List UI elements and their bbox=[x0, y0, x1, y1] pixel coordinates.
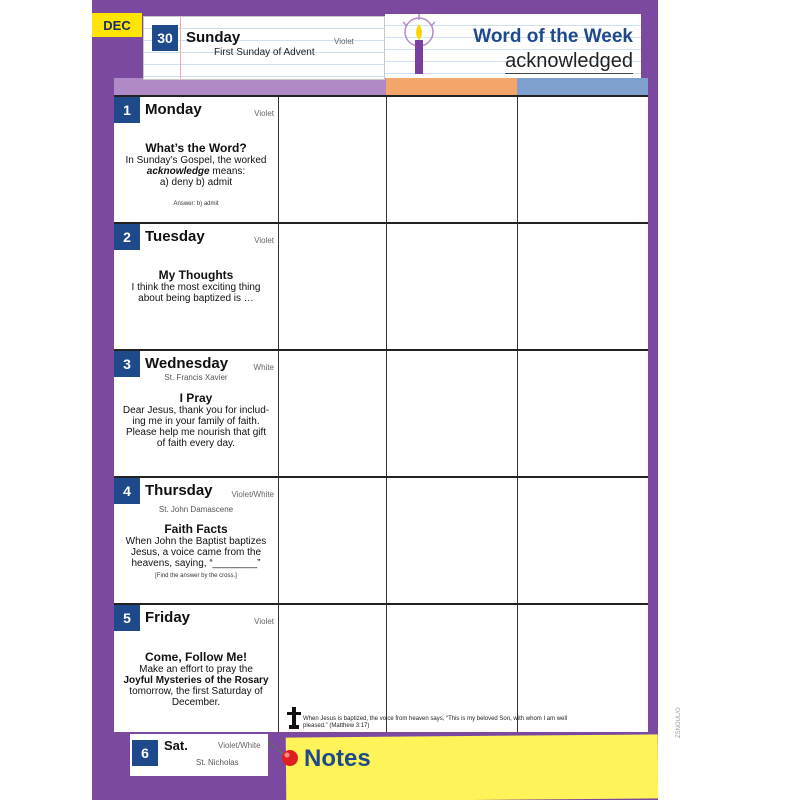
margin-line bbox=[180, 17, 181, 79]
feature bbox=[114, 391, 278, 449]
day-cell-friday bbox=[114, 605, 278, 732]
sunday-date: 30 bbox=[152, 25, 178, 51]
word-of-week-title: Word of the Week bbox=[473, 26, 633, 47]
feature-line: Please help me nourish that gift bbox=[125, 427, 267, 438]
feature-line: December. bbox=[171, 697, 221, 708]
feature-title: Come, Follow Me! bbox=[145, 650, 247, 664]
day-cell-monday bbox=[114, 97, 278, 224]
strip-blue bbox=[517, 78, 648, 96]
feature-line: I think the most exciting thing bbox=[131, 282, 261, 293]
feature-line: heavens, saying, “________” bbox=[131, 558, 261, 569]
feature-title: Faith Facts bbox=[164, 522, 228, 536]
feature-line: When John the Baptist baptizes bbox=[125, 536, 267, 547]
feature-line: a) deny b) admit bbox=[159, 177, 233, 188]
day-cell-tuesday bbox=[114, 224, 278, 351]
word-of-week-card bbox=[385, 14, 641, 78]
day-number: 4 bbox=[114, 478, 140, 504]
day-number: 2 bbox=[114, 224, 140, 250]
cross-note-text: When Jesus is baptized, the voice from heaven says, “This is my beloved Son, with whom I am well pleased.” (Matthew 3:17) bbox=[303, 716, 568, 729]
feature-line: of faith every day. bbox=[156, 438, 236, 449]
saturday-saint: St. Nicholas bbox=[196, 758, 239, 767]
sunday-note: First Sunday of Advent bbox=[214, 47, 315, 58]
day-name: Monday bbox=[145, 101, 202, 118]
day-number: 1 bbox=[114, 97, 140, 123]
color-strip bbox=[114, 78, 648, 96]
liturgical-color: White bbox=[253, 363, 274, 372]
page-code: ZSNOUL/O bbox=[676, 707, 682, 738]
strip-violet bbox=[114, 78, 386, 96]
day-number: 5 bbox=[114, 605, 140, 631]
notes-title: Notes bbox=[304, 745, 371, 772]
word-of-week-word: acknowledged bbox=[505, 50, 633, 72]
strip-orange bbox=[386, 78, 517, 96]
feature bbox=[114, 141, 278, 208]
grid-vline bbox=[517, 96, 518, 732]
grid-vline bbox=[386, 96, 387, 732]
saturday-name: Sat. bbox=[164, 738, 188, 753]
cross-icon bbox=[287, 707, 301, 729]
feature-hint: [Find the answer by the cross.] bbox=[155, 573, 237, 579]
feature-line: tomorrow, the first Saturday of bbox=[129, 686, 263, 697]
feature-line: Make an effort to pray the bbox=[139, 664, 253, 675]
day-name: Thursday bbox=[145, 482, 213, 499]
saturday-color: Violet/White bbox=[218, 741, 261, 750]
liturgical-color: Violet bbox=[254, 109, 274, 118]
saint-name: St. Francis Xavier bbox=[164, 373, 228, 382]
saint-name: St. John Damascene bbox=[158, 505, 234, 514]
sunday-color: Violet bbox=[334, 37, 354, 46]
feature-answer: Answer: b) admit bbox=[173, 201, 219, 207]
day-cell-thursday bbox=[114, 478, 278, 605]
saturday-card bbox=[130, 734, 268, 776]
candle-icon bbox=[395, 14, 435, 74]
day-number: 3 bbox=[114, 351, 140, 377]
day-name: Tuesday bbox=[145, 228, 205, 245]
cross-note bbox=[287, 707, 587, 731]
feature-keyword: acknowledge bbox=[146, 166, 210, 177]
feature-line: about being baptized is … bbox=[138, 293, 254, 304]
liturgical-color: Violet bbox=[254, 617, 274, 626]
pushpin-icon bbox=[266, 738, 304, 768]
feature bbox=[114, 268, 278, 304]
grid-vline bbox=[278, 96, 279, 732]
month-tab: DEC bbox=[92, 13, 142, 37]
liturgical-color: Violet/White bbox=[231, 490, 274, 499]
feature-title: My Thoughts bbox=[158, 268, 234, 282]
sunday-name: Sunday bbox=[186, 29, 241, 46]
feature-line: means: bbox=[209, 166, 246, 177]
liturgical-color: Violet bbox=[254, 236, 274, 245]
day-name: Wednesday bbox=[145, 355, 229, 372]
feature-title: I Pray bbox=[179, 391, 213, 405]
feature-line: Jesus, a voice came from the bbox=[130, 547, 262, 558]
feature bbox=[114, 522, 278, 580]
feature-line: In Sunday’s Gospel, the worked bbox=[125, 155, 267, 166]
feature-title: What’s the Word? bbox=[145, 141, 247, 155]
feature-line: Dear Jesus, thank you for includ- bbox=[122, 405, 270, 416]
feature bbox=[114, 650, 278, 708]
day-name: Friday bbox=[145, 609, 191, 626]
feature-bold-line: Joyful Mysteries of the Rosary bbox=[123, 675, 269, 686]
sunday-card bbox=[143, 16, 385, 80]
day-cell-wednesday bbox=[114, 351, 278, 478]
saturday-date: 6 bbox=[132, 740, 158, 766]
feature-line: ing me in your family of faith. bbox=[132, 416, 260, 427]
